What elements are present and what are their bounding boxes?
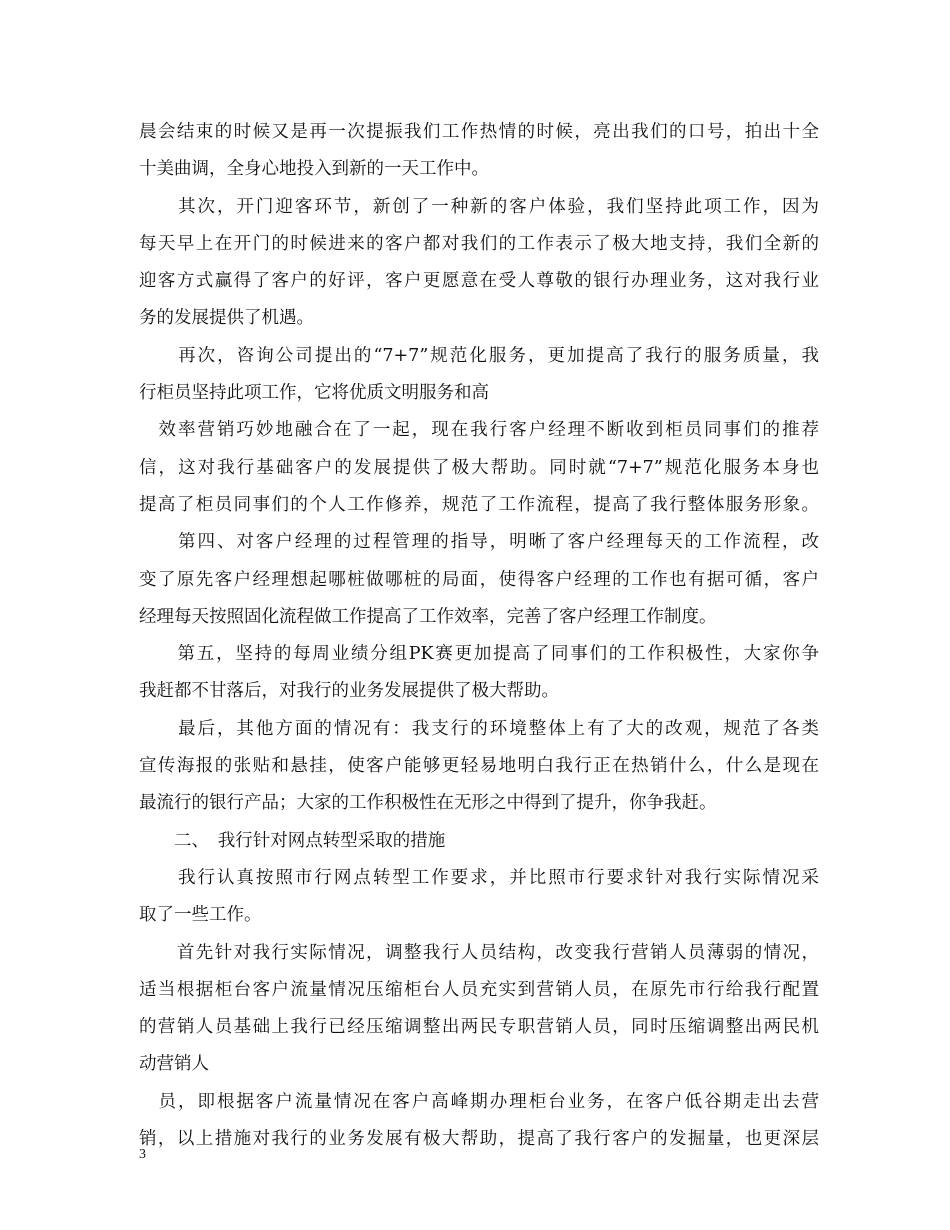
- text-line: 第五，坚持的每周业绩分组PK赛更加提高了同事们的工作积极性，大家你争: [139, 644, 819, 665]
- text-line: 我赶都不甘落后，对我行的业务发展提供了极大帮助。: [139, 681, 559, 702]
- text-line: 员，即根据客户流量情况在客户高峰期办理柜台业务，在客户低谷期走出去营: [139, 1091, 819, 1112]
- text-line: 行柜员坚持此项工作，它将优质文明服务和高: [139, 383, 489, 404]
- text-line: 销，以上措施对我行的业务发展有极大帮助，提高了我行客户的发掘量，也更深层: [139, 1129, 819, 1150]
- text-line: 适当根据柜台客户流量情况压缩柜台人员充实到营销人员，在原先市行给我行配置: [139, 979, 819, 1000]
- text-line: 其次，开门迎客环节，新创了一种新的客户体验，我们坚持此项工作，因为: [139, 196, 819, 217]
- text-line: 我行认真按照市行网点转型工作要求，并比照市行要求针对我行实际情况采: [139, 867, 819, 888]
- text-line: 经理每天按照固化流程做工作提高了工作效率，完善了客户经理工作制度。: [139, 606, 717, 627]
- text-line: 首先针对我行实际情况，调整我行人员结构，改变我行营销人员薄弱的情况，: [139, 942, 819, 963]
- text-line: 变了原先客户经理想起哪桩做哪桩的局面，使得客户经理的工作也有据可循，客户: [139, 569, 819, 590]
- text-line: 效率营销巧妙地融合在了一起，现在我行客户经理不断收到柜员同事们的推荐: [139, 420, 819, 441]
- text-line: 每天早上在开门的时候进来的客户都对我们的工作表示了极大地支持，我们全新的: [139, 233, 819, 254]
- body-text: [139, 114, 819, 1158]
- text-line: 动营销人: [139, 1054, 209, 1075]
- text-line: 提高了柜员同事们的个人工作修养，规范了工作流程，提高了我行整体服务形象。: [139, 494, 819, 515]
- text-line: 取了一些工作。: [139, 905, 262, 926]
- text-line: 二、 我行针对网点转型采取的措施: [139, 830, 446, 851]
- text-line: 宣传海报的张贴和悬挂，使客户能够更轻易地明白我行正在热销什么，什么是现在: [139, 756, 819, 777]
- text-line: 信，这对我行基础客户的发展提供了极大帮助。同时就“7+7”规范化服务本身也: [139, 457, 819, 478]
- text-line: 晨会结束的时候又是再一次提振我们工作热情的时候，亮出我们的口号，拍出十全: [139, 122, 819, 142]
- text-line: 最流行的银行产品；大家的工作积极性在无形之中得到了提升，你争我赶。: [139, 793, 717, 814]
- text-line: 最后，其他方面的情况有：我支行的环境整体上有了大的改观，规范了各类: [139, 718, 819, 739]
- text-line: 的营销人员基础上我行已经压缩调整出两民专职营销人员，同时压缩调整出两民机: [139, 1017, 819, 1038]
- text-line: 第四、对客户经理的过程管理的指导，明晰了客户经理每天的工作流程，改: [139, 532, 819, 553]
- text-line: 再次，咨询公司提出的“7+7”规范化服务，更加提高了我行的服务质量，我: [139, 345, 819, 366]
- text-line: 务的发展提供了机遇。: [139, 308, 314, 329]
- text-line: 迎客方式赢得了客户的好评，客户更愿意在受人尊敬的银行办理业务，这对我行业: [139, 271, 819, 292]
- text-line: 十美曲调，全身心地投入到新的一天工作中。: [139, 159, 489, 180]
- page-number: 3: [139, 1147, 146, 1162]
